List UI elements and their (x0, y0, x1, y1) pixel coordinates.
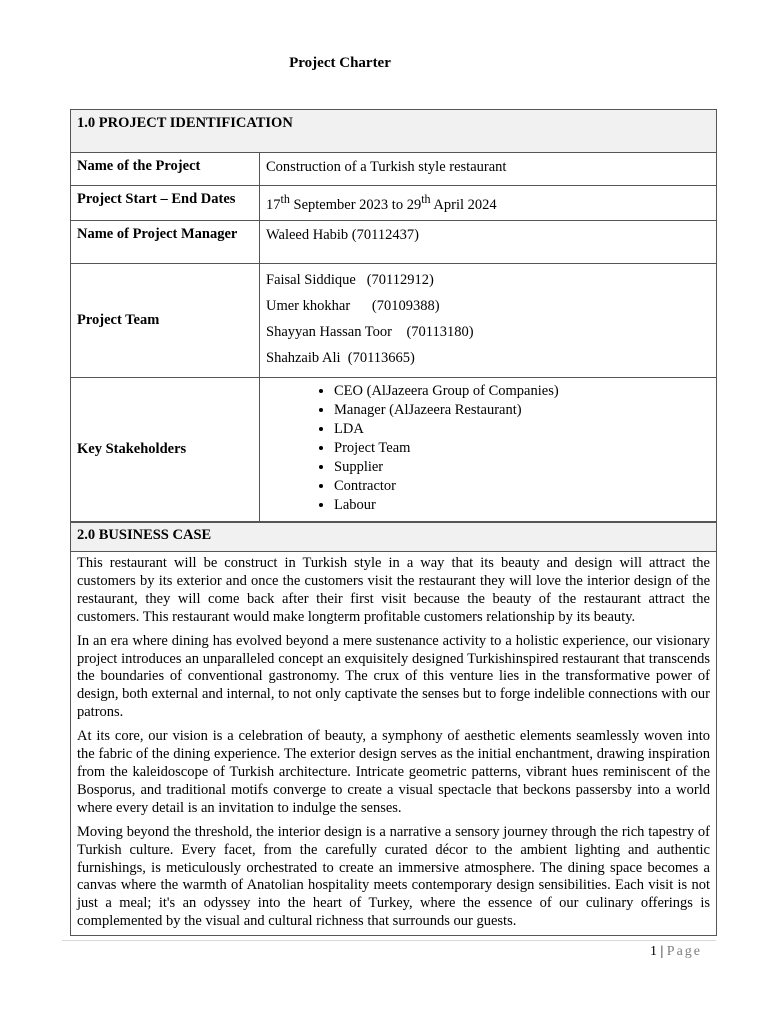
stakeholder-item: • Contractor (334, 477, 710, 496)
stakeholders-list (266, 382, 710, 515)
stakeholder-item: • Manager (AlJazeera Restaurant) (334, 401, 710, 420)
stakeholder-item: • Labour (334, 496, 710, 515)
dates-value (260, 186, 717, 221)
dates-end: April 2024 (430, 196, 497, 213)
section-header-identification: 1.0 PROJECT IDENTIFICATION (71, 110, 717, 153)
project-name-label: Name of the Project (71, 153, 260, 186)
team-list (260, 263, 717, 377)
manager-value: Waleed Habib (70112437) (260, 220, 717, 263)
stakeholder-item: • Project Team (334, 439, 710, 458)
dates-label: Project Start – End Dates (71, 186, 260, 221)
team-member: Shahzaib Ali (70113665) (266, 349, 415, 366)
business-case-paragraph: In an era where dining has evolved beyond a mere sustenance activity to a holistic experience, our visionary project introduces an unparalleled concept an exquisitely designed Turkishinspired restaurant that transcends the boundaries of conventional gastronomy. The crux of this venture lies in the transformative power of design, both external and internal, to not only captivate the senses but to forge indelible connections with our patrons. (77, 632, 710, 721)
team-member: Umer khokhar (70109388) (266, 297, 440, 314)
page-number: 1 (649, 944, 657, 959)
business-case-paragraph: This restaurant will be construct in Turkish style in a way that its beauty and design will attract the customers by its exterior and once the customers visit the restaurant they will love the interior design of the restaurant, they will come back after their first visit because the beauty of the restaurant attract the customers. This restaurant would make longterm profitable customers relationship by its beauty. (77, 555, 710, 625)
team-label: Project Team (71, 263, 260, 377)
business-case-paragraph: Moving beyond the threshold, the interior design is a narrative a sensory journey through the rich tapestry of Turkish culture. Every facet, from the carefully curated décor to the ambient lighting and authentic furnishings, is meticulously orchestrated to create an immersive atmosphere. The dining space becomes a canvas where the warmth of Anatolian hospitality meets contemporary design sensibilities. Each visit is not just a meal; it's an odyssey into the heart of Turkey, where the essence of our culinary offerings is complemented by the visual and cultural richness that surrounds our guests. (77, 823, 710, 930)
project-name-value: Construction of a Turkish style restaurant (260, 153, 717, 186)
page-footer (650, 944, 702, 960)
manager-label: Name of Project Manager (71, 220, 260, 263)
stakeholder-item: • Supplier (334, 458, 710, 477)
start-day: 17 (266, 196, 281, 213)
business-case-body (71, 552, 717, 936)
project-identification-table (70, 109, 717, 522)
section-header-business-case: 2.0 BUSINESS CASE (71, 523, 717, 552)
business-case-table (70, 522, 717, 936)
page-label: Page (666, 944, 702, 959)
business-case-paragraph: At its core, our vision is a celebration of beauty, a symphony of aesthetic elements seamlessly woven into the fabric of the dining experience. The exterior design serves as the initial enchantment, drawing inspiration from the kaleidoscope of Turkish architecture. Intricate geometric patterns, vibrant hues reminiscent of the Bosporus, and traditional motifs converge to create a visual spectacle that beckons passersby into a world where every detail is an invitation to indulge the senses. (77, 728, 710, 816)
stakeholder-item: • CEO (AlJazeera Group of Companies) (334, 382, 710, 401)
stakeholders-label: Key Stakeholders (71, 377, 260, 521)
stakeholder-item: • LDA (334, 420, 710, 439)
footer-separator: | (656, 944, 667, 959)
stakeholders-cell (260, 377, 717, 521)
team-member: Faisal Siddique (70112912) (266, 271, 434, 288)
document-title: Project Charter (289, 55, 391, 71)
start-day-suffix: th (280, 192, 290, 206)
end-day-suffix: th (421, 192, 431, 206)
footer-divider (62, 940, 716, 941)
dates-middle: September 2023 to 29 (289, 196, 422, 213)
team-member: Shayyan Hassan Toor (70113180) (266, 323, 474, 340)
